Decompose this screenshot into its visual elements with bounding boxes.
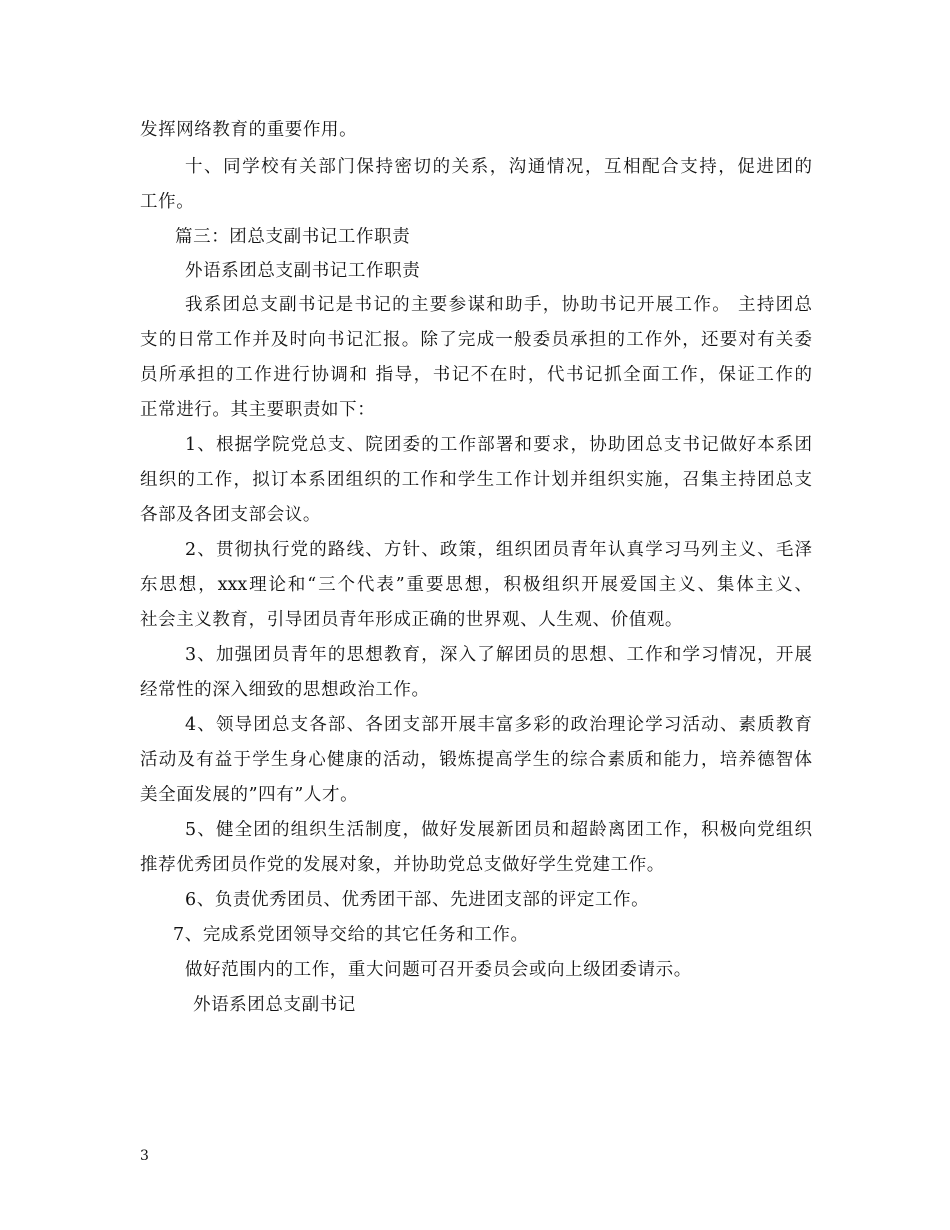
body-line: 发挥网络教育的重要作用。 [140, 120, 358, 140]
body-line: 做好范围内的工作，重大问题可召开委员会或向上级团委请示。 [185, 960, 692, 980]
signature-line: 外语系团总支副书记 [193, 995, 356, 1015]
document-title: 外语系团总支副书记工作职责 [185, 261, 421, 281]
body-line: 员所承担的工作进行协调和 指导，书记不在时，代书记抓全面工作，保证工作的 [140, 365, 812, 385]
body-line: 各部及各团支部会议。 [140, 505, 321, 525]
body-line: 社会主义教育，引导团员青年形成正确的世界观、人生观、价值观。 [140, 610, 683, 630]
body-line: 组织的工作，拟订本系团组织的工作和学生工作计划并组织实施，召集主持团总支 [140, 470, 812, 490]
body-line: 活动及有益于学生身心健康的活动，锻炼提高学生的综合素质和能力，培养德智体 [140, 750, 812, 770]
body-line: 2、贯彻执行党的路线、方针、政策，组织团员青年认真学习马列主义、毛泽 [185, 540, 812, 560]
body-line: 我系团总支副书记是书记的主要参谋和助手，协助书记开展工作。 主持团总 [185, 295, 812, 315]
body-line: 支的日常工作并及时向书记汇报。除了完成一般委员承担的工作外，还要对有关委 [140, 330, 812, 350]
body-line: 6、负责优秀团员、优秀团干部、先进团支部的评定工作。 [185, 890, 650, 910]
body-line: 推荐优秀团员作党的发展对象，并协助党总支做好学生党建工作。 [140, 855, 665, 875]
page-number: 3 [140, 1148, 149, 1164]
body-line: 4、领导团总支各部、各团支部开展丰富多彩的政治理论学习活动、素质教育 [185, 715, 812, 735]
body-line: 工作。 [140, 192, 195, 212]
body-line: 正常进行。其主要职责如下： [140, 400, 376, 420]
body-line: 3、加强团员青年的思想教育，深入了解团员的思想、工作和学习情况，开展 [185, 645, 812, 665]
body-line: 经常性的深入细致的思想政治工作。 [140, 680, 430, 700]
body-line: 十、同学校有关部门保持密切的关系，沟通情况，互相配合支持，促进团的 [185, 157, 812, 177]
body-line: 美全面发展的”四有”人才。 [140, 785, 359, 805]
body-line: 7、完成系党团领导交给的其它任务和工作。 [173, 925, 529, 945]
body-line: 1、根据学院党总支、院团委的工作部署和要求，协助团总支书记做好本系团 [185, 435, 812, 455]
body-line: 东思想，xxx理论和“三个代表”重要思想，积极组织开展爱国主义、集体主义、 [140, 575, 812, 595]
body-line: 5、健全团的组织生活制度，做好发展新团员和超龄离团工作，积极向党组织 [185, 820, 812, 840]
section-heading: 篇三：团总支副书记工作职责 [175, 227, 411, 247]
